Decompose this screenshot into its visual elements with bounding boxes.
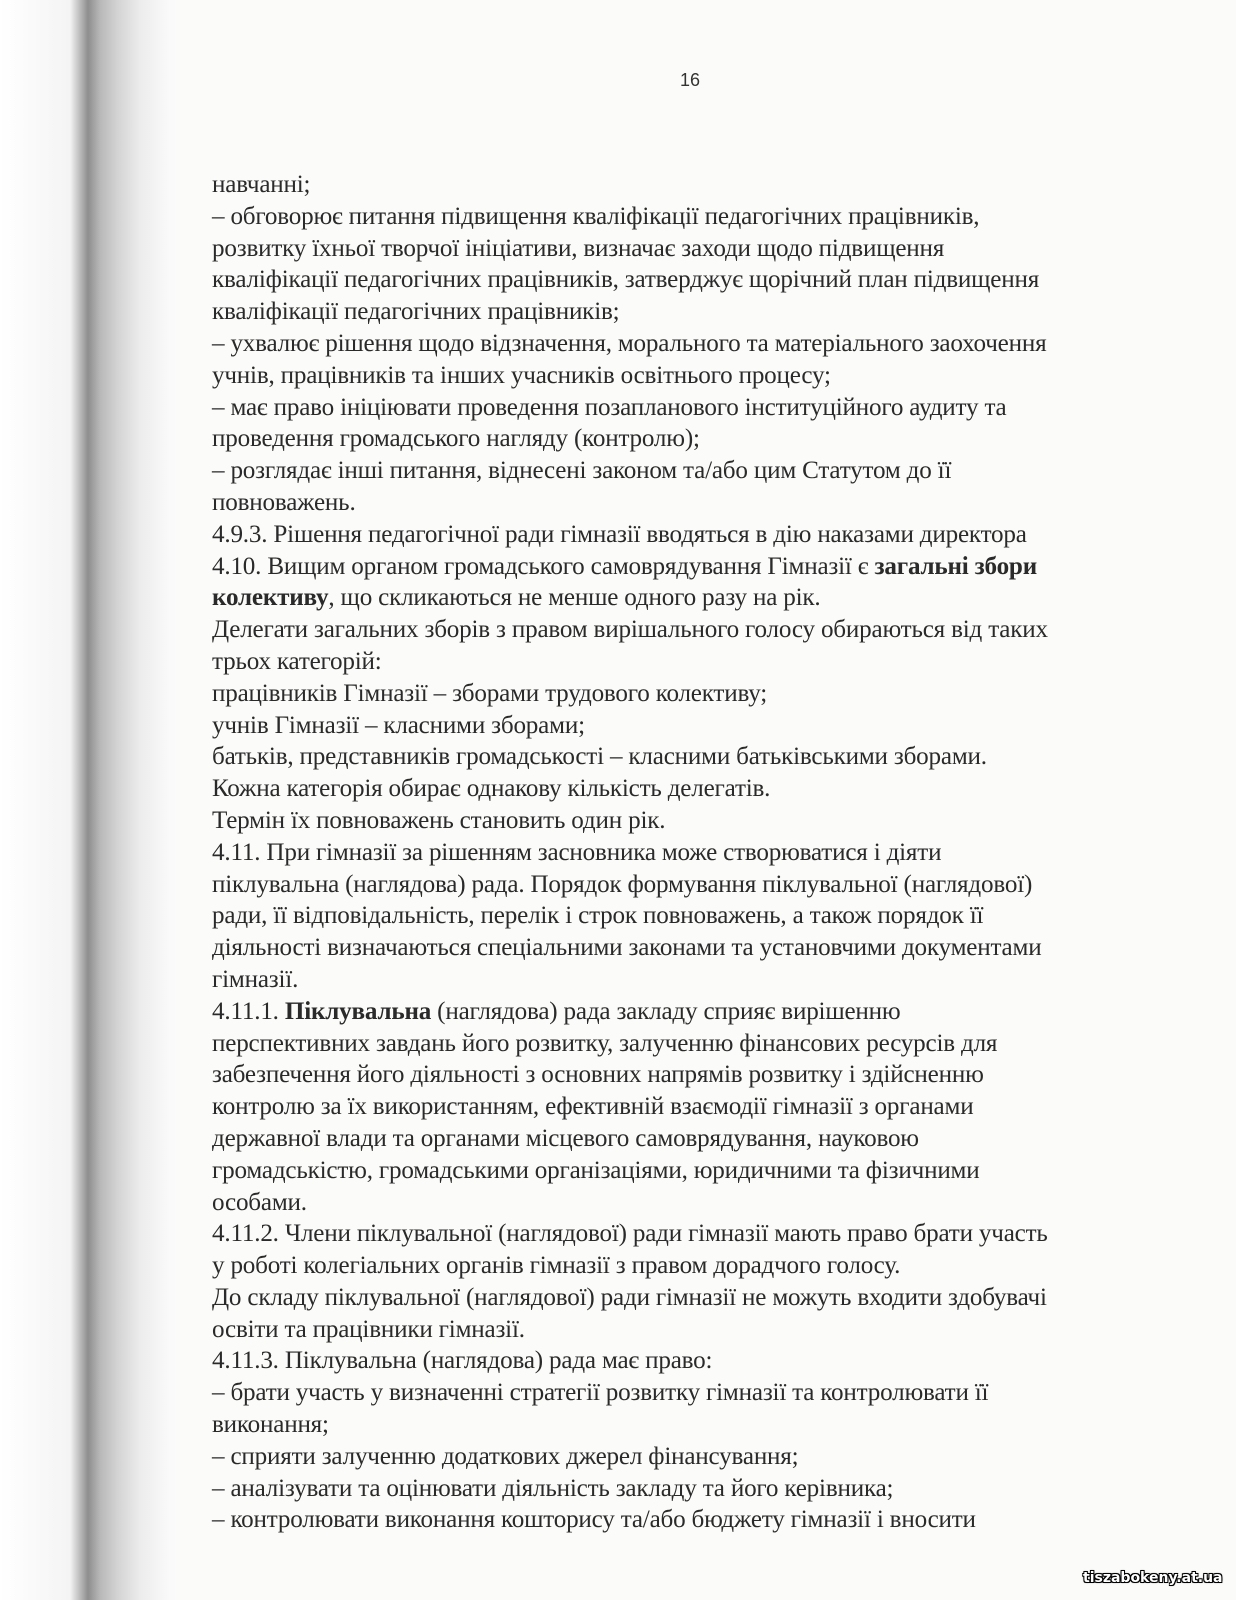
- text-segment: – брати участь у визначенні стратегії розвитку гімназії та контролювати її: [212, 1377, 989, 1407]
- text-segment: 4.11.1.: [212, 995, 285, 1025]
- watermark: tiszabokeny.at.ua: [1083, 1570, 1223, 1586]
- text-segment: державної влади та органами місцевого самоврядування, науковою: [212, 1122, 919, 1152]
- text-segment: трьох категорій:: [212, 645, 382, 675]
- text-segment: 4.11.2. Члени піклувальної (наглядової) ради гімназії мають право брати участь: [212, 1218, 1048, 1248]
- text-line: [212, 295, 1187, 327]
- text-segment: батьків, представників громадськості – класними батьківськими зборами.: [212, 741, 987, 771]
- text-segment: учнів Гімназії – класними зборами;: [212, 709, 585, 739]
- text-line: [212, 1503, 1187, 1535]
- text-line: [212, 454, 1187, 486]
- text-line: [212, 200, 1187, 232]
- text-line: [212, 1217, 1187, 1249]
- text-line: [212, 391, 1187, 423]
- text-segment: – має право ініціювати проведення позапланового інституційного аудиту та: [212, 391, 1007, 421]
- text-line: [212, 740, 1187, 772]
- text-line: [212, 772, 1187, 804]
- bold-text: Піклувальна: [284, 995, 432, 1025]
- text-line: [212, 899, 1187, 931]
- text-line: [212, 613, 1187, 645]
- text-line: [212, 1281, 1187, 1313]
- text-line: [212, 1249, 1187, 1281]
- text-line: [212, 1344, 1187, 1376]
- text-segment: 4.11.3. Піклувальна (наглядова) рада має право:: [212, 1345, 713, 1375]
- text-segment: кваліфікації педагогічних працівників, затверджує щорічний план підвищення: [212, 264, 1040, 294]
- text-segment: 4.9.3. Рішення педагогічної ради гімназії вводяться в дію наказами директора: [212, 518, 1027, 548]
- text-segment: повноважень.: [212, 486, 356, 516]
- text-line: [212, 1122, 1187, 1154]
- text-segment: розвитку їхньої творчої ініціативи, визначає заходи щодо підвищення: [212, 232, 945, 262]
- text-line: [212, 518, 1187, 550]
- scan-spine-shadow: [0, 0, 175, 1600]
- text-line: [212, 1090, 1187, 1122]
- text-segment: – аналізувати та оцінювати діяльність закладу та його керівника;: [212, 1472, 894, 1502]
- text-line: [212, 327, 1187, 359]
- text-line: [212, 709, 1187, 741]
- text-segment: Делегати загальних зборів з правом вирішального голосу обираються від таких: [212, 614, 1048, 644]
- text-line: [212, 359, 1187, 391]
- text-segment: перспективних завдань його розвитку, залученню фінансових ресурсів для: [212, 1027, 998, 1057]
- text-segment: – сприяти залученню додаткових джерел фінансування;: [212, 1440, 799, 1470]
- text-line: [212, 868, 1187, 900]
- text-line: [212, 995, 1187, 1027]
- text-line: [212, 804, 1187, 836]
- text-line: [212, 1313, 1187, 1345]
- bold-text: загальні збори: [874, 550, 1037, 580]
- text-segment: 4.11. При гімназії за рішенням засновника може створюватися і діяти: [212, 836, 942, 866]
- text-segment: 4.10. Вищим органом громадського самоврядування Гімназії є: [212, 550, 875, 580]
- text-segment: гімназії.: [212, 963, 299, 993]
- text-segment: виконання;: [212, 1409, 329, 1439]
- text-line: [212, 581, 1187, 613]
- text-segment: проведення громадського нагляду (контролю);: [212, 423, 700, 453]
- bold-text: колективу: [212, 582, 329, 612]
- text-segment: учнів, працівників та інших учасників освітнього процесу;: [212, 359, 831, 389]
- text-segment: громадськістю, громадськими організаціями, юридичними та фізичними: [212, 1154, 980, 1184]
- text-segment: – обговорює питання підвищення кваліфікації педагогічних працівників,: [212, 200, 980, 230]
- text-line: [212, 550, 1187, 582]
- text-line: [212, 1058, 1187, 1090]
- text-segment: кваліфікації педагогічних працівників;: [212, 296, 620, 326]
- text-line: [212, 1186, 1187, 1218]
- text-line: [212, 263, 1187, 295]
- text-segment: забезпечення його діяльності з основних напрямів розвитку і здійсненню: [212, 1059, 984, 1089]
- text-segment: До складу піклувальної (наглядової) ради гімназії не можуть входити здобувачі: [212, 1281, 1047, 1311]
- text-line: [212, 963, 1187, 995]
- text-line: [212, 645, 1187, 677]
- text-segment: діяльності визначаються спеціальними законами та установчими документами: [212, 932, 1042, 962]
- text-line: [212, 1376, 1187, 1408]
- text-segment: освіти та працівники гімназії.: [212, 1313, 525, 1343]
- text-segment: – ухвалює рішення щодо відзначення, морального та матеріального заохочення: [212, 327, 1047, 357]
- text-segment: Термін їх повноважень становить один рік.: [212, 804, 666, 834]
- text-segment: працівників Гімназії – зборами трудового колективу;: [212, 677, 768, 707]
- text-segment: навчанні;: [212, 169, 311, 198]
- page-number: 16: [680, 70, 701, 90]
- text-segment: , що скликаються не менше одного разу на рік.: [328, 582, 821, 612]
- text-line: [212, 931, 1187, 963]
- text-line: [212, 232, 1187, 264]
- text-line: [212, 677, 1187, 709]
- text-line: [212, 168, 1187, 200]
- text-segment: у роботі колегіальних органів гімназії з правом дорадчого голосу.: [212, 1250, 901, 1280]
- text-line: [212, 422, 1187, 454]
- text-line: [212, 836, 1187, 868]
- text-line: [212, 1154, 1187, 1186]
- document-body: [212, 168, 1202, 1535]
- text-segment: Кожна категорія обирає однакову кількість делегатів.: [212, 773, 771, 803]
- text-segment: контролю за їх використанням, ефективній взаємодії гімназії з органами: [212, 1091, 974, 1121]
- text-segment: піклувальна (наглядова) рада. Порядок формування піклувальної (наглядової): [212, 868, 1033, 898]
- text-line: [212, 1472, 1187, 1504]
- text-segment: особами.: [212, 1186, 307, 1216]
- text-line: [212, 1408, 1187, 1440]
- text-line: [212, 1440, 1187, 1472]
- text-segment: – контролювати виконання кошторису та/або бюджету гімназії і вносити: [212, 1504, 976, 1534]
- text-line: [212, 1027, 1187, 1059]
- text-segment: (наглядова) рада закладу сприяє вирішенню: [431, 995, 901, 1025]
- text-line: [212, 486, 1187, 518]
- text-segment: – розглядає інші питання, віднесені законом та/або цим Статутом до її: [212, 455, 952, 485]
- text-segment: ради, її відповідальність, перелік і строк повноважень, а також порядок її: [212, 900, 984, 930]
